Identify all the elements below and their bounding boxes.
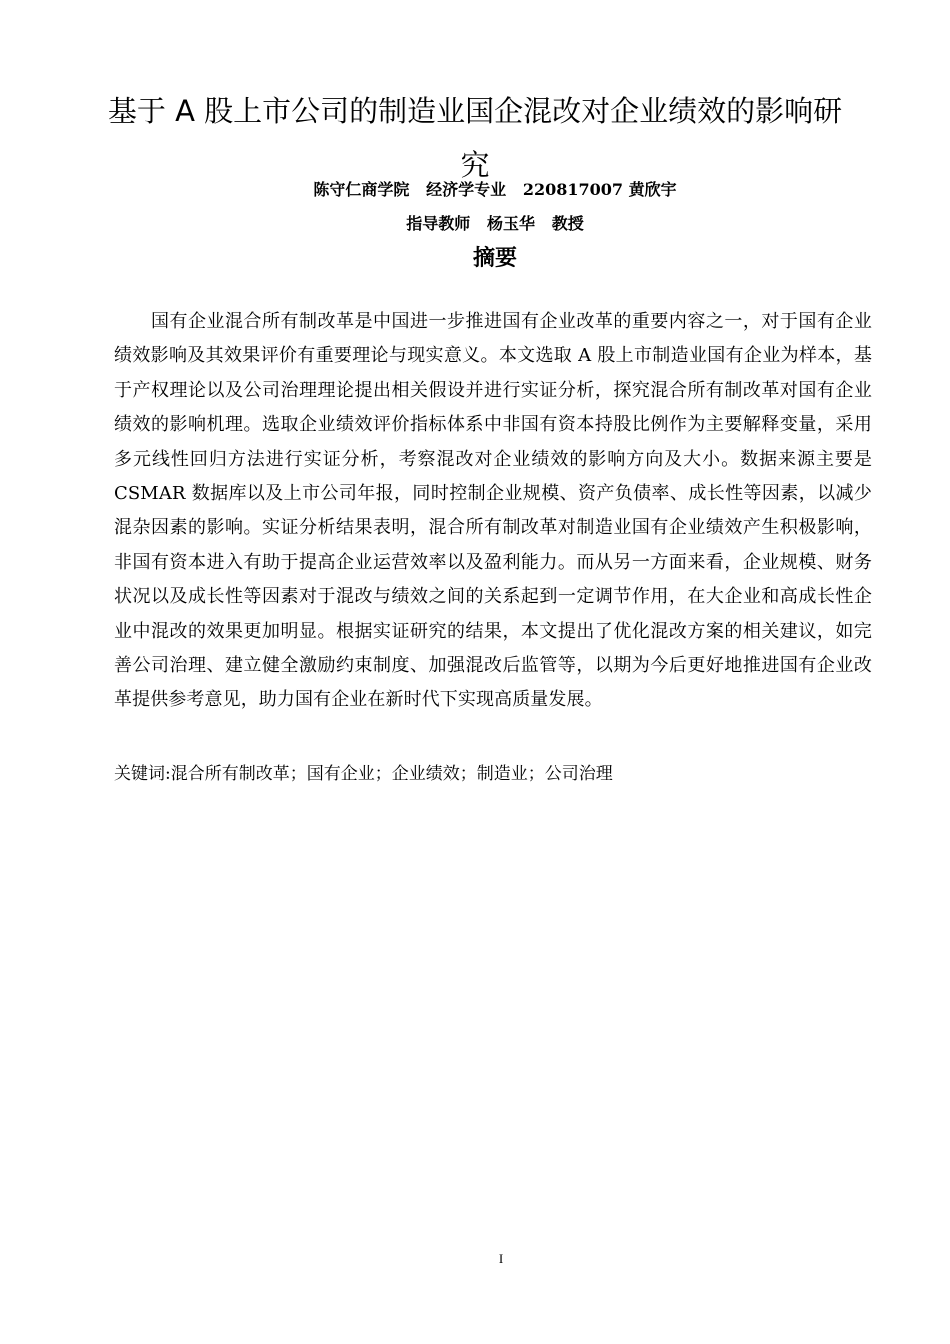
author-line: 陈守仁商学院 经济学专业 220817007 黄欣宇 [313,180,677,199]
advisor-line: 指导教师 杨玉华 教授 [406,214,584,233]
page-number: I [498,1251,504,1266]
keywords-list: :混合所有制改革；国有企业；企业绩效；制造业；公司治理 [165,764,613,784]
keywords-line [114,762,872,786]
paper-title: 基于 A 股上市公司的制造业国企混改对企业绩效的影响研究 [107,94,843,182]
abstract-text: 国有企业混合所有制改革是中国进一步推进国有企业改革的重要内容之一，对于国有企业绩效影响及其效果评价有重要理论与现实意义。本文选取 A 股上市制造业国有企业为样本，基于产权理论以及公司治理理论提出相关假设并进行实证分析，探究混合所有制改革对国有企业绩效的影响机理。选取企业绩效评价指标体系中非国有资本持股比例作为主要解释变量，采用多元线性回归方法进行实证分析，考察混改对企业绩效的影响方向及大小。数据来源主要是 CSMAR 数据库以及上市公司年报，同时控制企业规模、资产负债率、成长性等因素，以减少混杂因素的影响。实证分析结果表明，混合所有制改革对制造业国有企业绩效产生积极影响，非国有资本进入有助于提高企业运营效率以及盈利能力。而从另一方面来看，企业规模、财务状况以及成长性等因素对于混改与绩效之间的关系起到一定调节作用，在大企业和高成长性企业中混改的效果更加明显。根据实证研究的结果，本文提出了优化混改方案的相关建议，如完善公司治理、建立健全激励约束制度、加强混改后监管等，以期为今后更好地推进国有企业改革提供参考意见，助力国有企业在新时代下实现高质量发展。 [114,311,872,711]
abstract-heading: 摘要 [472,246,517,271]
keywords-label: 关键词 [114,764,165,784]
